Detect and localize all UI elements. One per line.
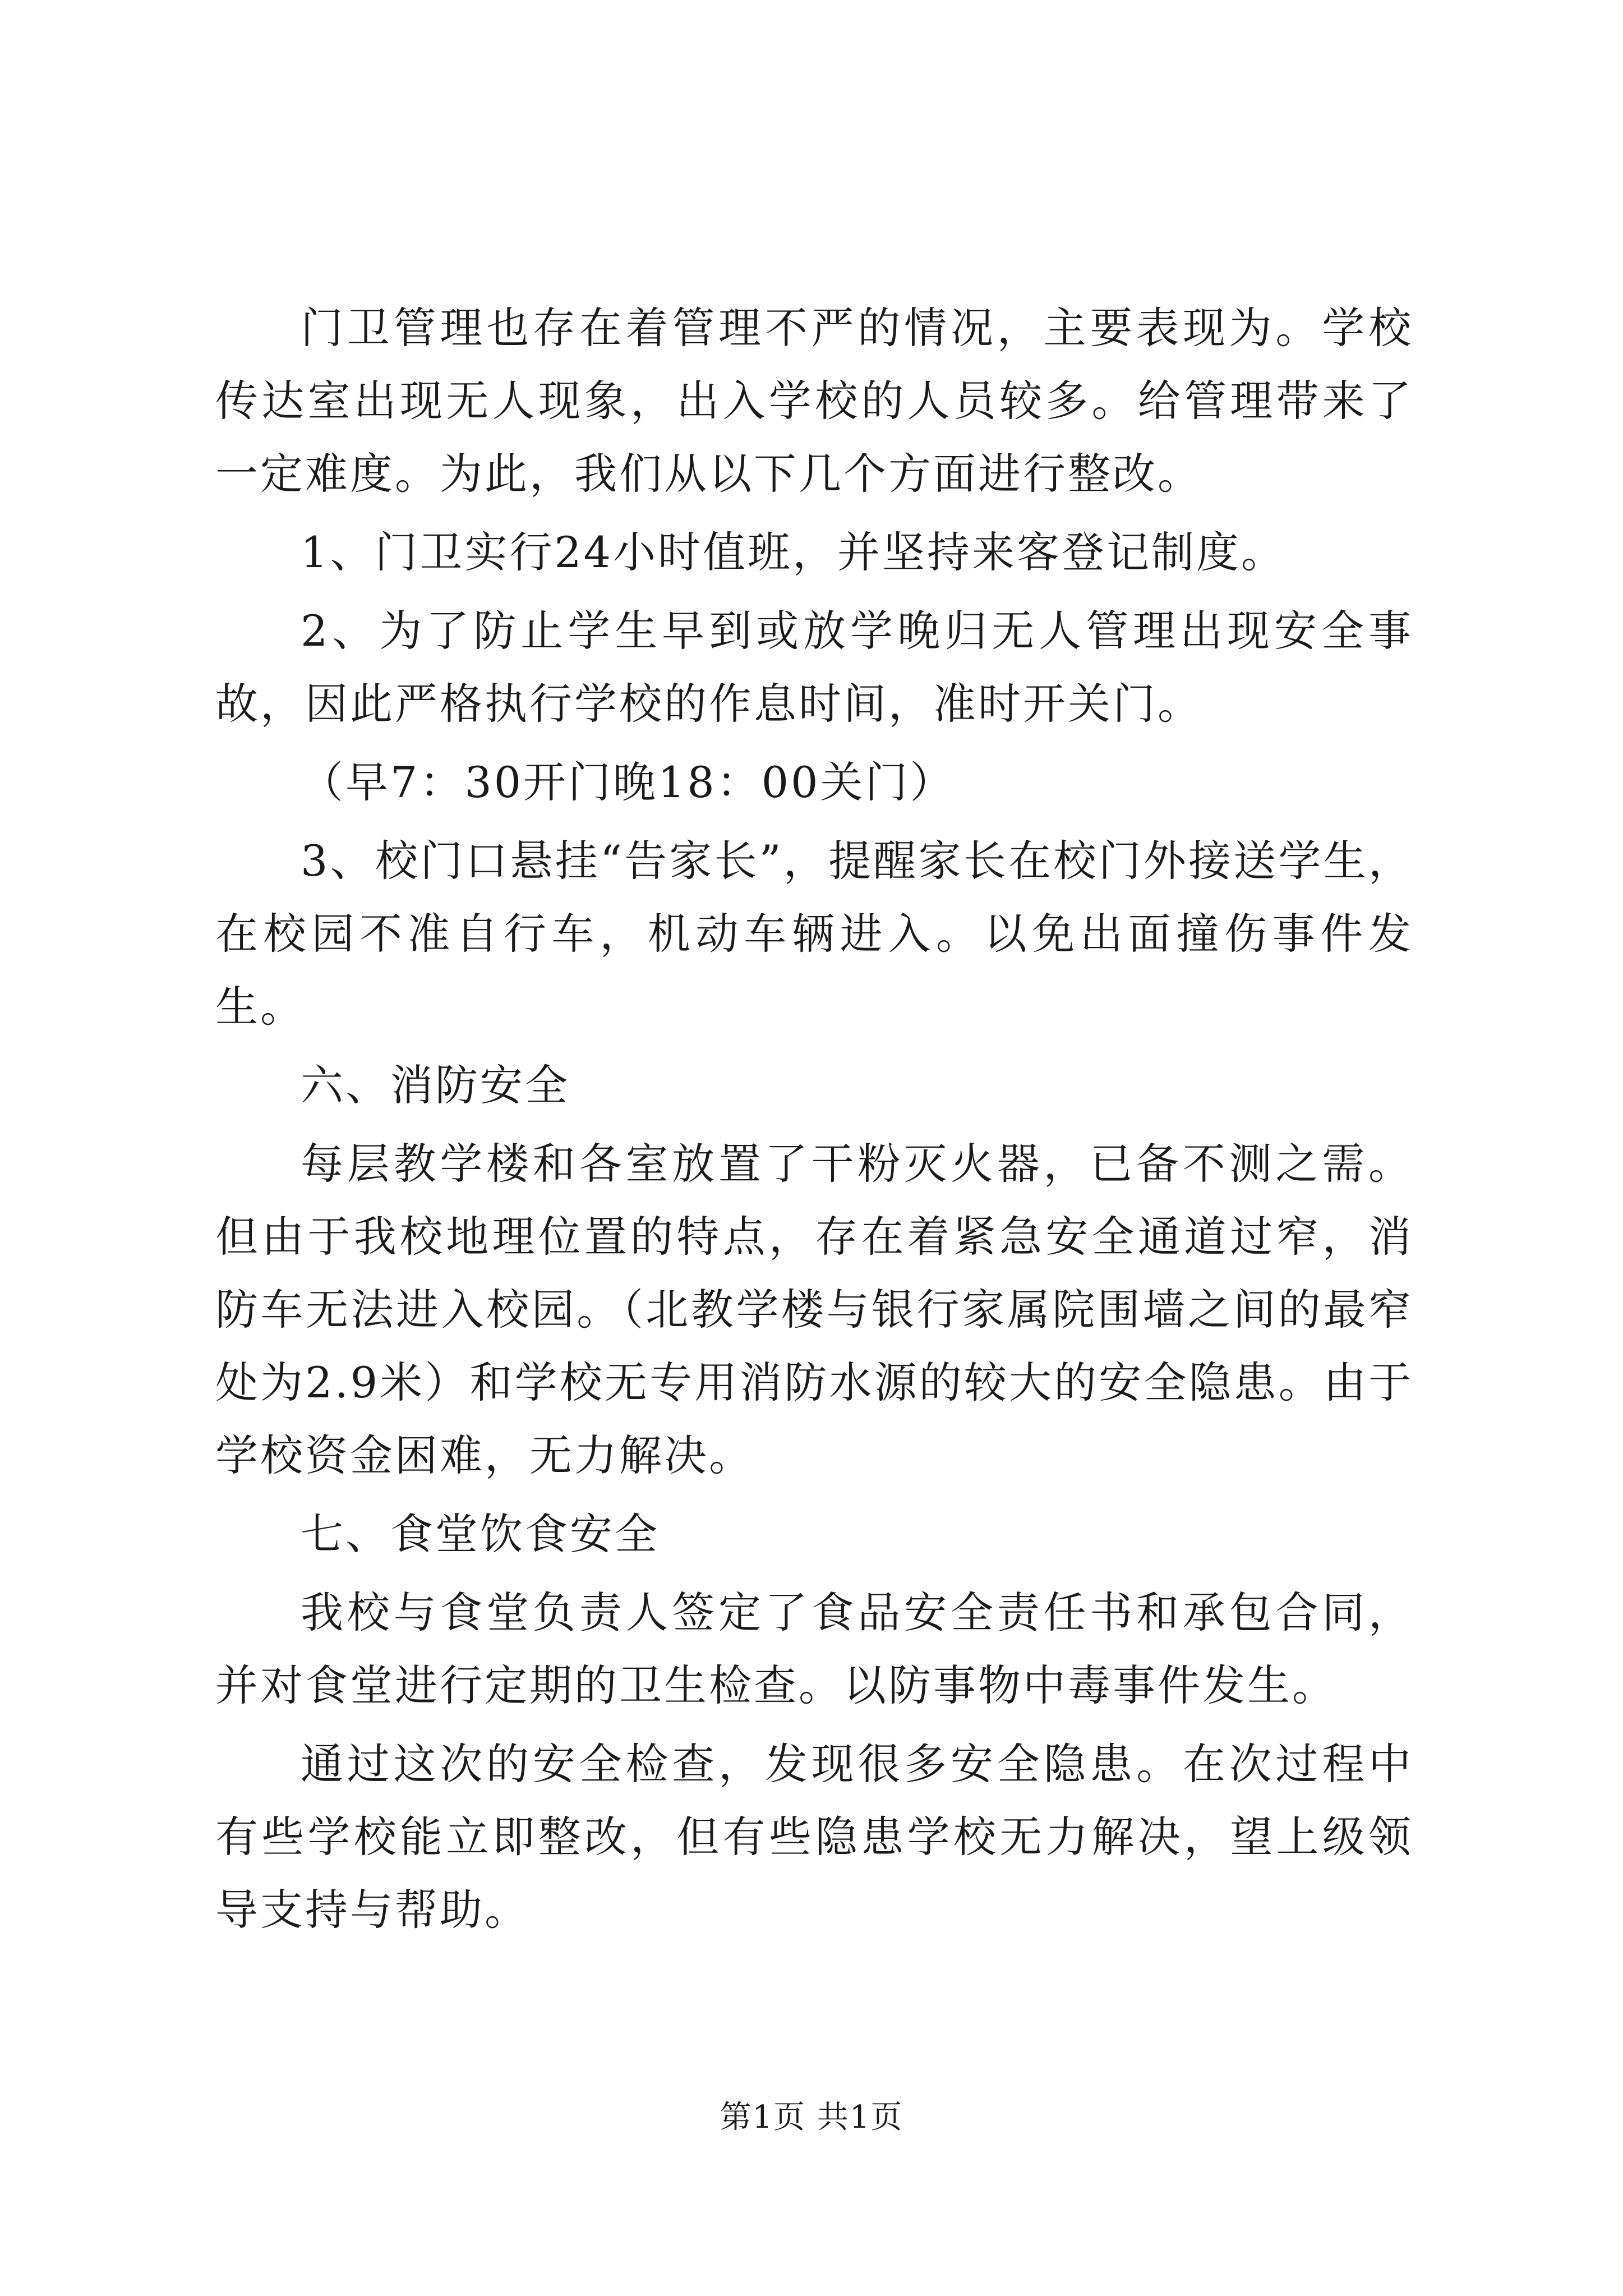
paragraph-gate-hours: （早7：30开门晚18：00关门）	[301, 757, 955, 807]
paragraph-fire-safety: 每层教学楼和各室放置了干粉灭火器，已备不测之需。但由于我校地理位置的特点，存在着紧急安全通道过窄，消防车无法进入校园。（北教学楼与银行家属院围墙之间的最窄处为2.9米）和学校无专用消防水源的较大的安全隐患。由于学校资金困难，无力解决。	[215, 1139, 1413, 1480]
paragraph-gatekeeping: 门卫管理也存在着管理不严的情况，主要表现为。学校传达室出现无人现象，出入学校的人员较多。给管理带来了一定难度。为此，我们从以下几个方面进行整改。	[215, 303, 1413, 499]
section-heading-canteen-safety: 七、食堂饮食安全	[301, 1509, 660, 1559]
page-number-footer: 第1页 共1页	[720, 2099, 903, 2136]
paragraph-item-3: 3、校门口悬挂“告家长”，提醒家长在校门外接送学生，在校园不准自行车，机动车辆进入。以免出面撞伤事件发生。	[215, 836, 1413, 1032]
paragraph-canteen-safety: 我校与食堂负责人签定了食品安全责任书和承包合同，并对食堂进行定期的卫生检查。以防事物中毒事件发生。	[215, 1588, 1413, 1710]
paragraph-item-2: 2、为了防止学生早到或放学晚归无人管理出现安全事故，因此严格执行学校的作息时间，准时开关门。	[215, 606, 1413, 729]
paragraph-conclusion: 通过这次的安全检查，发现很多安全隐患。在次过程中有些学校能立即整改，但有些隐患学校无力解决，望上级领导支持与帮助。	[215, 1739, 1413, 1935]
section-heading-fire-safety: 六、消防安全	[301, 1060, 570, 1110]
document-body	[215, 292, 1413, 1952]
paragraph-item-1: 1、门卫实行24小时值班，并坚持来客登记制度。	[301, 527, 1287, 577]
